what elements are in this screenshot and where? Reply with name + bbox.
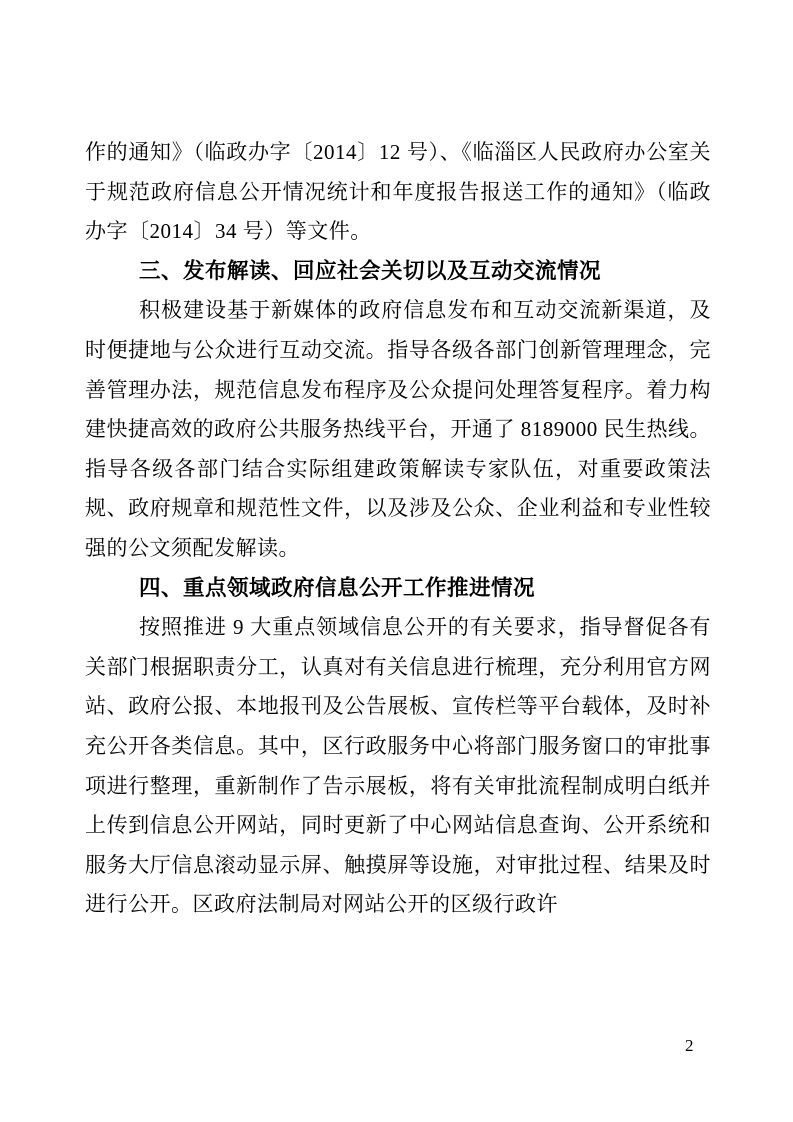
section-heading-3: 三、发布解读、回应社会关切以及互动交流情况 [139, 258, 602, 283]
page-number: 2 [685, 1036, 694, 1055]
paragraph-continuation: 作的通知》（临政办字〔2014〕12 号）、《临淄区人民政府办公室关于规范政府信息公开情况统计和年度报告报送工作的通知》（临政办字〔2014〕34 号）等文件。 [85, 140, 711, 244]
paragraph-section-3: 积极建设基于新媒体的政府信息发布和互动交流新渠道，及时便捷地与公众进行互动交流。指导各级各部门创新管理理念，完善管理办法，规范信息发布程序及公众提问处理答复程序。着力构建快捷高效的政府公共服务热线平台，开通了 8189000 民生热线。指导各级各部门结合实际组建政策解读专家队伍，对重要政策法规、政府规章和规范性文件，以及涉及公众、企业利益和专业性较强的公文须配发解读。 [85, 298, 711, 560]
document-body [85, 133, 711, 925]
section-heading-4: 四、重点领域政府信息公开工作推进情况 [139, 575, 536, 600]
paragraph-section-4: 按照推进 9 大重点领域信息公开的有关要求，指导督促各有关部门根据职责分工，认真对有关信息进行梳理，充分利用官方网站、政府公报、本地报刊及公告展板、宣传栏等平台载体，及时补充公开各类信息。其中，区行政服务中心将部门服务窗口的审批事项进行整理，重新制作了告示展板，将有关审批流程制成明白纸并上传到信息公开网站，同时更新了中心网站信息查询、公开系统和服务大厅信息滚动显示屏、触摸屏等设施，对审批过程、结果及时进行公开。区政府法制局对网站公开的区级行政许 [85, 615, 711, 917]
